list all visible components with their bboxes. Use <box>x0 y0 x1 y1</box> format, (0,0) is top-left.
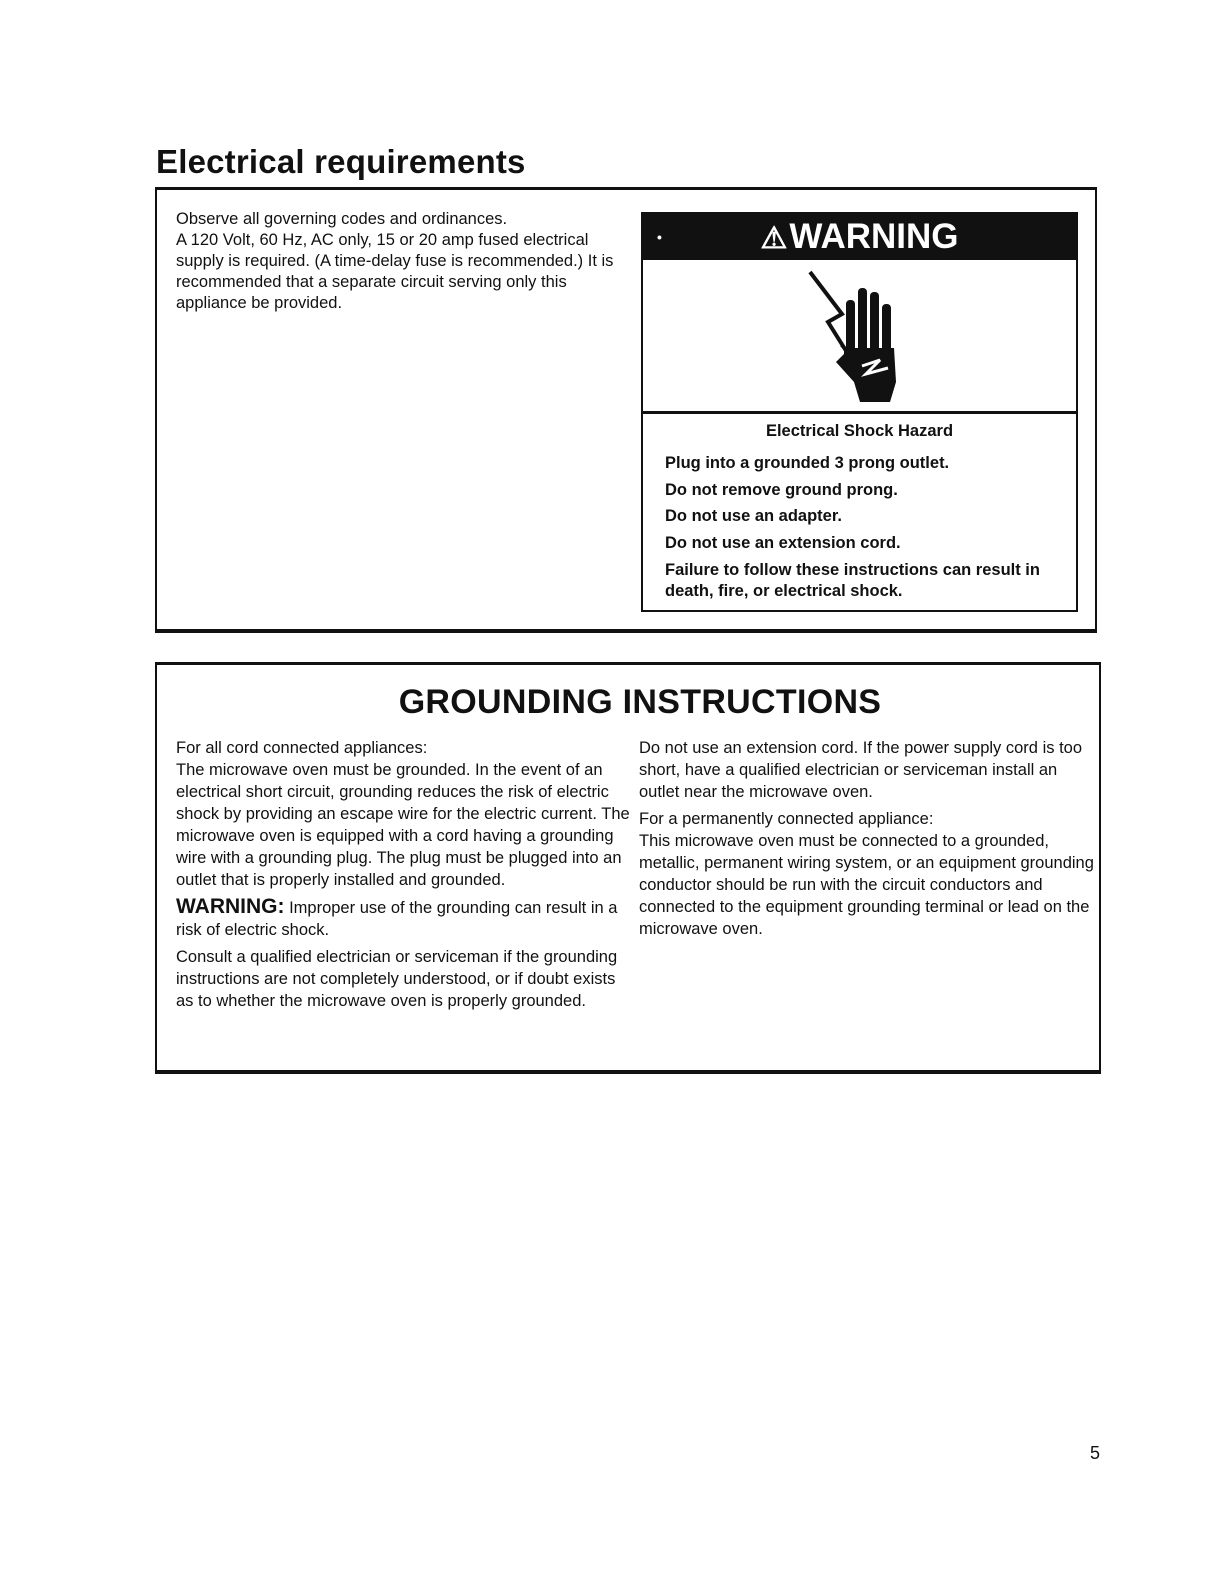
hazard-instructions <box>665 450 1065 602</box>
supply-statement: A 120 Volt, 60 Hz, AC only, 15 or 20 amp fused electrical supply is required. (A time-delay fuse is recommended.) It is recommended that a separate circuit serving only this appliance be provided. <box>176 231 614 312</box>
grounding-paragraph: The microwave oven must be grounded. In the event of an electrical short circuit, grounding reduces the risk of electric shock by providing an escape wire for the electric current. The microwave oven is equipped with a cord having a grounding wire with a grounding plug. The plug must be plugged into an outlet that is properly installed and grounded. <box>176 761 630 889</box>
hazard-line: Do not use an extension cord. <box>665 533 901 552</box>
electrical-requirements-text <box>176 209 616 314</box>
warning-divider <box>643 411 1076 414</box>
warning-box <box>641 212 1078 612</box>
grounding-left-column <box>176 737 631 1012</box>
hazard-line: Do not remove ground prong. <box>665 480 898 499</box>
hazard-line: Plug into a grounded 3 prong outlet. <box>665 454 950 472</box>
grounding-warning-text: Improper use of the grounding can result in a risk of electric shock. <box>176 899 618 939</box>
codes-statement: Observe all governing codes and ordinances. <box>176 210 508 228</box>
warning-label: WARNING <box>789 217 959 256</box>
header-dot: • <box>657 229 662 245</box>
grounding-warning <box>176 896 631 941</box>
page-number: 5 <box>1090 1443 1101 1463</box>
extension-cord-paragraph: Do not use an extension cord. If the power supply cord is too short, have a qualified electrician or serviceman install an outlet near the microwave oven. <box>639 739 1083 801</box>
hazard-title: Electrical Shock Hazard <box>765 422 954 440</box>
section-heading: Electrical requirements <box>156 143 526 180</box>
warning-triangle-icon: ⚠ <box>760 222 788 255</box>
cord-connected-intro: For all cord connected appliances: <box>176 739 428 757</box>
hazard-line: Do not use an adapter. <box>665 507 842 525</box>
electric-shock-hand-icon <box>808 270 908 405</box>
permanent-connection-intro: For a permanently connected appliance: <box>639 810 934 828</box>
grounding-title: GROUNDING INSTRUCTIONS <box>398 683 882 721</box>
permanent-connection-paragraph: This microwave oven must be connected to a grounded, metallic, permanent wiring system, or an equipment grounding conductor should be run with the circuit conductors and connected to the equipment grounding terminal or lead on the microwave oven. <box>639 832 1094 938</box>
hazard-line: Failure to follow these instructions can result in death, fire, or electrical shock. <box>665 561 1040 600</box>
grounding-warning-label: WARNING: <box>176 895 285 918</box>
consult-paragraph: Consult a qualified electrician or serviceman if the grounding instructions are not completely understood, or if doubt exists as to whether the microwave oven is properly grounded. <box>176 948 618 1010</box>
grounding-right-column <box>639 737 1094 940</box>
warning-header <box>643 214 1076 260</box>
